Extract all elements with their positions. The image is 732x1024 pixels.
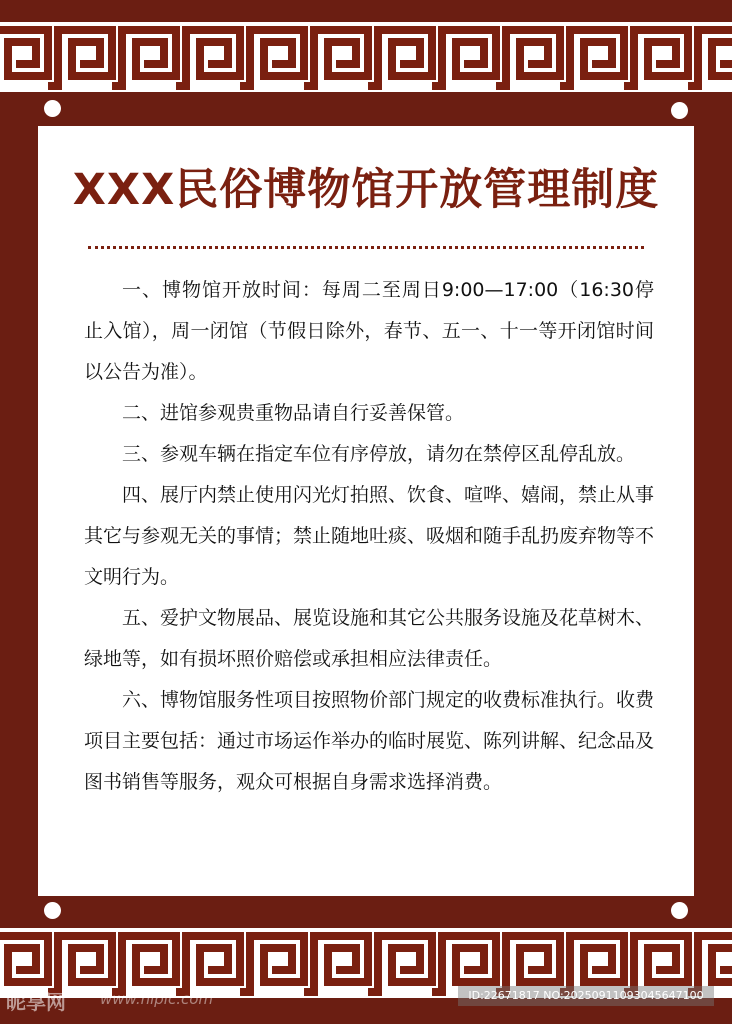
watermark-logo: 昵享网 — [6, 990, 66, 1014]
paragraph-5: 五、爱护文物展品、展览设施和其它公共服务设施及花草树木、绿地等，如有损坏照价赔偿或承担相应法律责任。 — [84, 607, 655, 670]
top-fret-border — [0, 22, 732, 92]
paragraph-1: 一、博物馆开放时间：每周二至周日9:00—17:00（16:30停止入馆），周一闭馆（节假日除外，春节、五一、十一等开闭馆时间以公告为准）。 — [84, 279, 654, 383]
rivet-bottom-left — [44, 902, 61, 919]
paragraph-3: 三、参观车辆在指定车位有序停放，请勿在禁停区乱停乱放。 — [122, 443, 636, 465]
watermark-url: www.nipic.com — [100, 990, 214, 1008]
notice-body — [84, 270, 654, 803]
notice-panel — [38, 126, 694, 896]
paragraph-2: 二、进馆参观贵重物品请自行妥善保管。 — [122, 402, 465, 424]
rivet-bottom-right — [671, 902, 688, 919]
paragraph-6: 六、博物馆服务性项目按照物价部门规定的收费标准执行。收费项目主要包括：通过市场运作举办的临时展览、陈列讲解、纪念品及图书销售等服务，观众可根据自身需求选择消费。 — [84, 689, 655, 793]
paragraph-4: 四、展厅内禁止使用闪光灯拍照、饮食、喧哗、嬉闹，禁止从事其它与参观无关的事情；禁止随地吐痰、吸烟和随手乱扔废弃物等不文明行为。 — [84, 484, 655, 588]
image-id-bar: ID:22671817 NO:20250911093045647100 — [458, 986, 714, 1006]
rivet-top-left — [44, 100, 61, 117]
notice-title: XXX民俗博物馆开放管理制度 — [72, 165, 660, 215]
title-divider — [88, 246, 644, 249]
rivet-top-right — [671, 102, 688, 119]
